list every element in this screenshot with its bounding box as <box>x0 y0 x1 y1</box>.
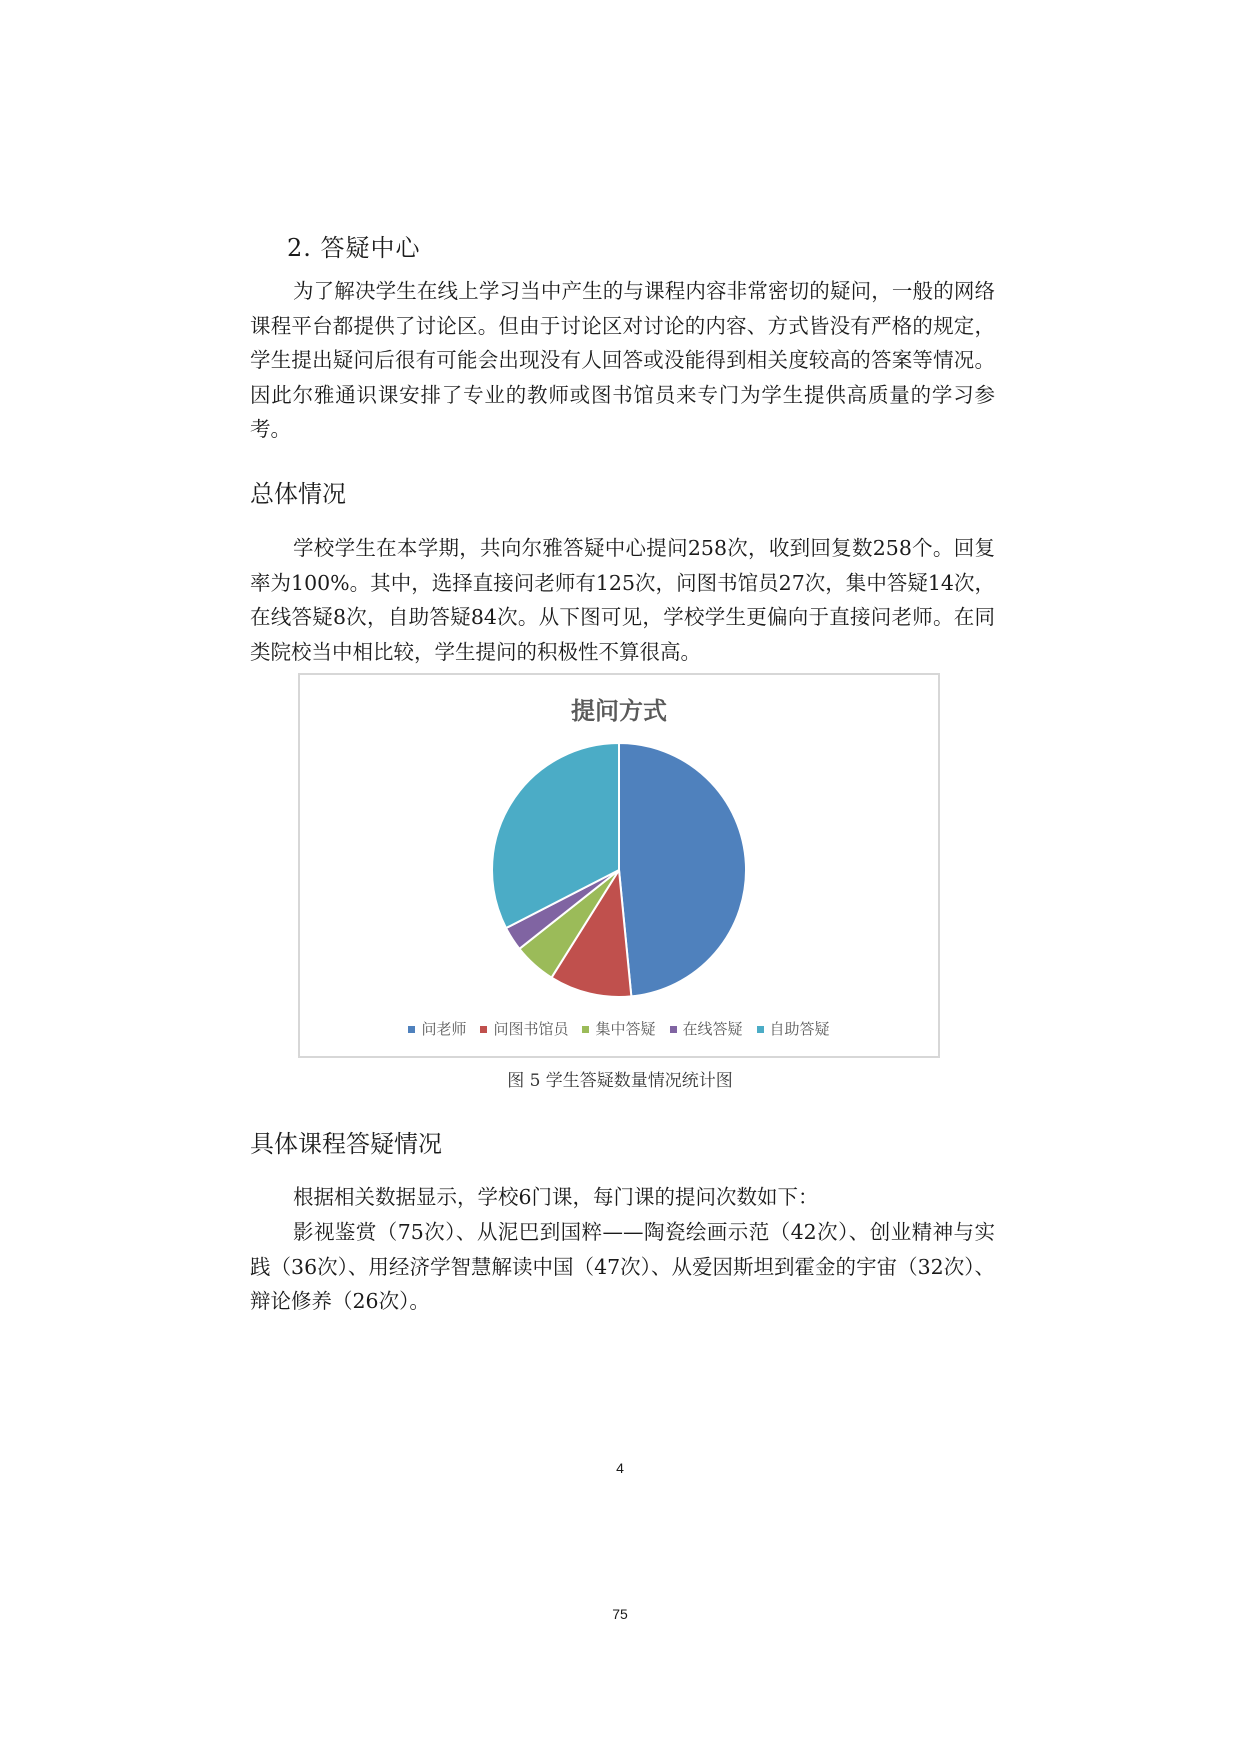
legend-label: 集中答疑 <box>595 1020 656 1038</box>
legend-swatch <box>582 1026 589 1033</box>
courses-intro: 根据相关数据显示，学校6门课，每门课的提问次数如下： <box>293 1185 819 1209</box>
legend-swatch <box>670 1026 677 1033</box>
pie-plot-area <box>300 675 938 1056</box>
legend-item <box>582 1018 655 1039</box>
legend-swatch <box>757 1026 764 1033</box>
intro-paragraph: 为了解决学生在线上学习当中产生的与课程内容非常密切的疑问，一般的网络课程平台都提供了讨论区。但由于讨论区对讨论的内容、方式皆没有严格的规定，学生提出疑问后很有可能会出现没有人回答或没能得到相关度较高的答案等情况。因此尔雅通识课安排了专业的教师或图书馆员来专门为学生提供高质量的学习参考。 <box>250 279 995 441</box>
courses-heading: 具体课程答疑情况 <box>250 1130 442 1158</box>
chart-title: 提问方式 <box>571 697 667 725</box>
overall-paragraph: 学校学生在本学期，共向尔雅答疑中心提问258次，收到回复数258个。回复率为100%。其中，选择直接问老师有125次，问图书馆员27次，集中答疑14次，在线答疑8次，自助答疑84次。从下图可见，学校学生更偏向于直接问老师。在同类院校当中相比较，学生提问的积极性不算很高。 <box>250 536 995 664</box>
outer-page-number: 75 <box>612 1606 628 1622</box>
legend-label: 问图书馆员 <box>493 1020 569 1038</box>
legend-swatch <box>480 1026 487 1033</box>
legend-item <box>757 1018 830 1039</box>
legend-swatch <box>408 1026 415 1033</box>
legend-label: 自助答疑 <box>769 1020 830 1038</box>
legend-label: 问老师 <box>421 1020 467 1038</box>
pie-chart <box>298 673 940 1058</box>
chart-legend <box>300 1018 938 1039</box>
legend-item <box>408 1018 466 1039</box>
pie-slice-1 <box>619 743 746 996</box>
legend-item <box>670 1018 743 1039</box>
overall-heading: 总体情况 <box>250 480 346 508</box>
figure-caption: 图 5 学生答疑数量情况统计图 <box>507 1071 733 1091</box>
legend-label: 在线答疑 <box>682 1020 743 1038</box>
legend-item <box>480 1018 568 1039</box>
section-title: 2. 答疑中心 <box>287 234 421 262</box>
courses-list: 影视鉴赏（75次）、从泥巴到国粹——陶瓷绘画示范（42次）、创业精神与实践（36次）、用经济学智慧解读中国（47次）、从爱因斯坦到霍金的宇宙（32次）、辩论修养（26次）。 <box>250 1220 995 1313</box>
inner-page-number: 4 <box>616 1460 624 1476</box>
